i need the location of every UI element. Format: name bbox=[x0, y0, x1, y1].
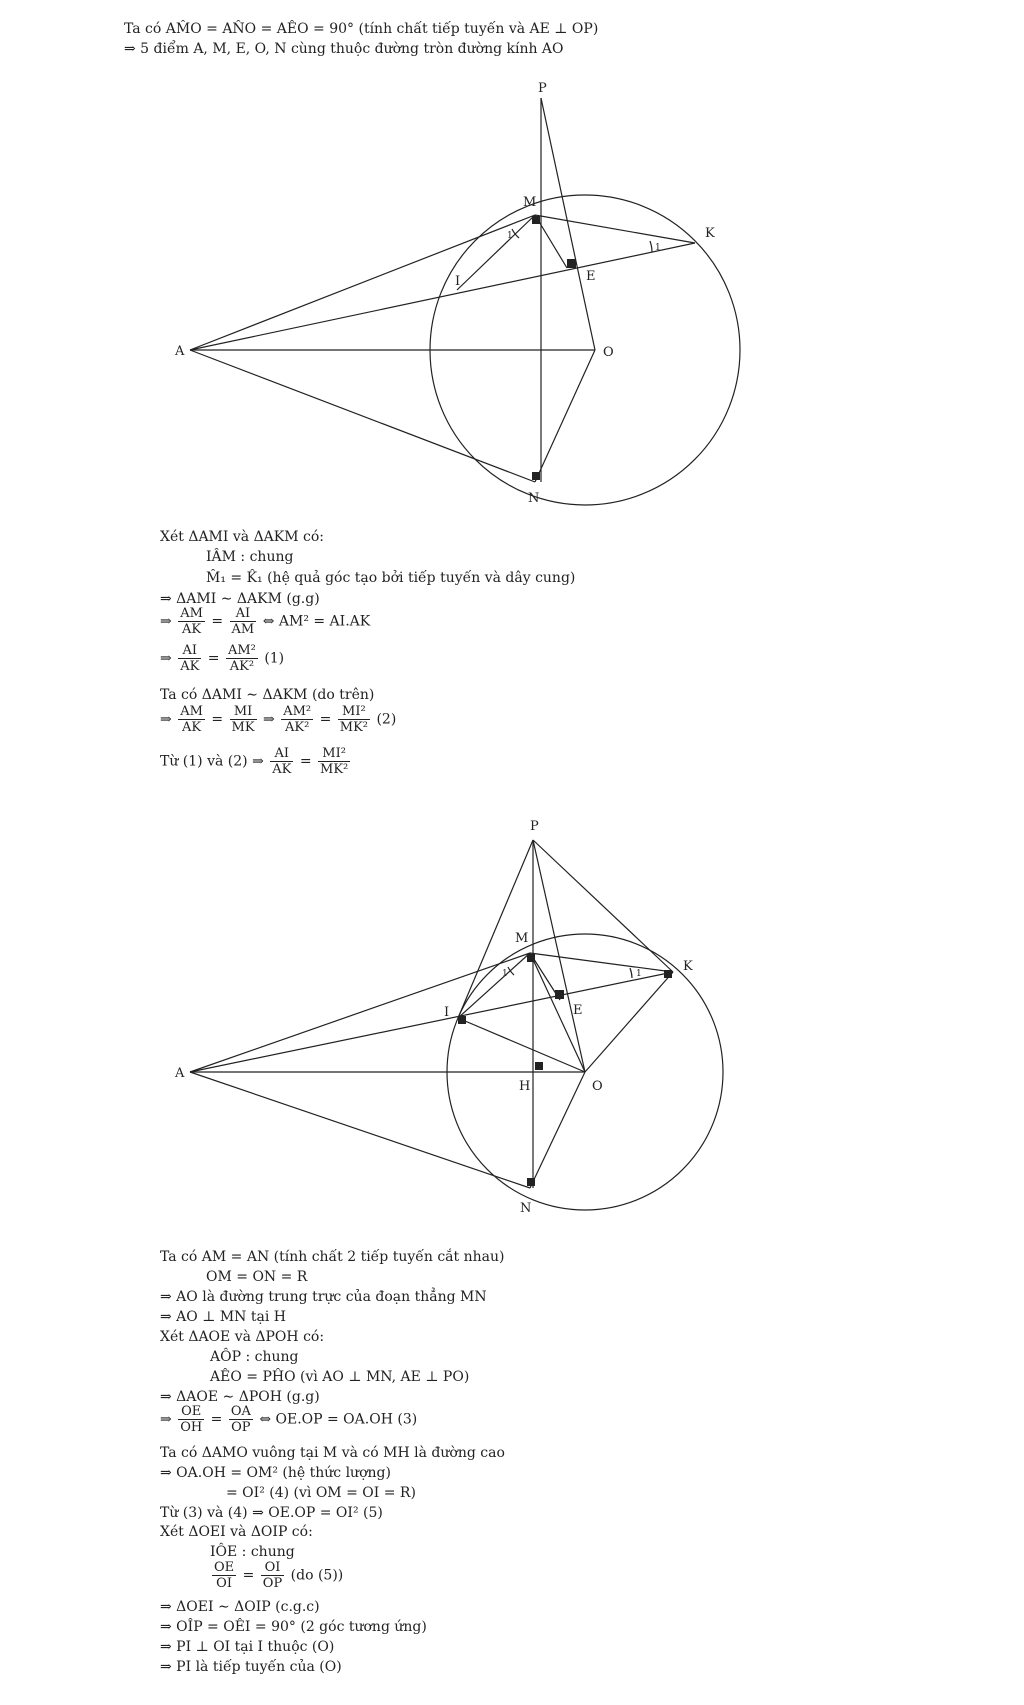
fig1-line-AM bbox=[190, 215, 535, 350]
p2-line-15: IÔE : chung bbox=[210, 1544, 295, 1560]
fig2-label-I: I bbox=[444, 1005, 450, 1020]
fig2-right-angle-M bbox=[527, 954, 535, 962]
fig2-line-NO bbox=[530, 1072, 585, 1188]
p1-line-5: ⇒ $\frac{AM}{AK}$ = $\frac{AI}{AM}$ ⇔ AM² = AI.AK bbox=[160, 606, 371, 637]
figure-1 bbox=[0, 0, 1024, 506]
fig2-right-angle-I bbox=[458, 1016, 466, 1024]
fig2-label-P: P bbox=[530, 819, 539, 834]
fig2-line-AN bbox=[190, 1072, 530, 1188]
p2-line-17: ⇒ ΔOEI ∼ ΔOIP (c.g.c) bbox=[160, 1599, 320, 1615]
fig1-label-E: E bbox=[586, 269, 596, 284]
p2-line-16: $\frac{OE}{OI}$ = $\frac{OI}{OP}$ (do (5)) bbox=[214, 1560, 344, 1591]
fig2-label-A: A bbox=[175, 1066, 185, 1081]
fig1-label-P: P bbox=[538, 81, 547, 96]
p1-line-8: ⇒ $\frac{AM}{AK}$ = $\frac{MI}{MK}$ ⇒ $\frac{\text{AM²}}{\text{AK²}}$ = $\frac{\text{MI²}}{\text{MK²}}$ (2) bbox=[160, 704, 397, 735]
fig1-line-NO bbox=[535, 350, 595, 482]
frac-AI-AK: $\frac{AI}{AK}$ bbox=[180, 643, 200, 674]
fig2-label-O: O bbox=[592, 1079, 603, 1094]
fig2-line-PO bbox=[533, 840, 585, 1072]
fig2-line-MI bbox=[458, 953, 530, 1018]
figure-2 bbox=[0, 800, 1024, 1240]
fig2-line-MK bbox=[530, 953, 673, 972]
p2-line-1: Ta có AM = AN (tính chất 2 tiếp tuyến cắt nhau) bbox=[160, 1249, 505, 1265]
p2-line-19: ⇒ PI ⊥ OI tại I thuộc (O) bbox=[160, 1639, 335, 1655]
p1-line-9: Từ (1) và (2) ⇒ $\frac{AI}{AK}$ = $\frac{\text{MI²}}{\text{MK²}}$ bbox=[160, 746, 349, 777]
fig1-angle-K1 bbox=[650, 241, 652, 252]
fig2-angle-K1 bbox=[630, 968, 632, 978]
fig1-line-AK bbox=[190, 243, 695, 350]
p1-line-7: Ta có ΔAMI ∼ ΔAKM (do trên) bbox=[160, 687, 375, 703]
p2-line-14: Xét ΔOEI và ΔOIP có: bbox=[160, 1524, 313, 1540]
intro-line-1: Ta có AM̂O = AN̂O = AÊO = 90° (tính chất tiếp tuyến và AE ⊥ OP) bbox=[124, 21, 599, 37]
frac-AM2-AK2: $\frac{\text{AM²}}{\text{AK²}}$ bbox=[227, 643, 256, 674]
fig2-label-N: N bbox=[520, 1201, 532, 1216]
p2-line-11: ⇒ OA.OH = OM² (hệ thức lượng) bbox=[160, 1465, 391, 1481]
fig2-label-M: M bbox=[515, 931, 529, 946]
fig2-line-IO bbox=[458, 1018, 585, 1072]
fig2-label-one-M: 1 bbox=[502, 969, 508, 979]
fig2-line-PI bbox=[458, 840, 533, 1018]
fig1-label-A: A bbox=[175, 344, 185, 359]
fig1-label-one-M: 1 bbox=[507, 231, 513, 241]
fig1-label-one-K: 1 bbox=[655, 243, 661, 253]
fig1-label-O: O bbox=[603, 345, 614, 360]
p2-line-10: Ta có ΔAMO vuông tại M và có MH là đường cao bbox=[160, 1445, 505, 1461]
p2-line-13: Từ (3) và (4) ⇒ OE.OP = OI² (5) bbox=[160, 1505, 383, 1521]
fig2-label-H: H bbox=[519, 1079, 531, 1094]
fig2-label-one-K: 1 bbox=[636, 969, 642, 979]
fig1-label-N: N bbox=[528, 491, 540, 506]
intro-line-2: ⇒ 5 điểm A, M, E, O, N cùng thuộc đường tròn đường kính AO bbox=[124, 41, 564, 57]
fig1-label-M: M bbox=[523, 195, 537, 210]
p1-line-6: ⇒ $\frac{AI}{AK}$ = $\frac{\text{AM²}}{\text{AK²}}$ (1) bbox=[160, 643, 285, 674]
fig1-right-angle-N bbox=[532, 472, 540, 480]
p1-line-3: M̂₁ = K̂₁ (hệ quả góc tạo bởi tiếp tuyến và dây cung) bbox=[206, 570, 576, 586]
frac-AI-AM: $\frac{AI}{AM}$ bbox=[231, 606, 255, 637]
frac-AM-AK: $\frac{AM}{AK}$ bbox=[180, 606, 203, 637]
p2-line-20: ⇒ PI là tiếp tuyến của (O) bbox=[160, 1659, 342, 1675]
p2-line-4: ⇒ AO ⊥ MN tại H bbox=[160, 1309, 286, 1325]
p1-line-1: Xét ΔAMI và ΔAKM có: bbox=[160, 529, 325, 545]
p2-line-6: AÔP : chung bbox=[210, 1349, 299, 1365]
fig1-line-AN bbox=[190, 350, 535, 482]
fig1-label-I: I bbox=[455, 274, 461, 289]
fig1-right-angle-E bbox=[567, 259, 576, 268]
p2-line-18: ⇒ OÎP = OÊI = 90° (2 góc tương ứng) bbox=[160, 1619, 427, 1635]
fig1-line-MK bbox=[535, 215, 695, 243]
p2-line-3: ⇒ AO là đường trung trực của đoạn thẳng MN bbox=[160, 1289, 487, 1305]
fig2-line-PK bbox=[533, 840, 673, 972]
p2-line-8: ⇒ ΔAOE ∼ ΔPOH (g.g) bbox=[160, 1389, 320, 1405]
p2-line-12: = OI² (4) (vì OM = OI = R) bbox=[226, 1485, 416, 1501]
fig1-line-MI bbox=[457, 215, 535, 290]
p2-line-2: OM = ON = R bbox=[206, 1269, 308, 1285]
fig1-right-angle-M bbox=[532, 216, 540, 224]
fig2-right-angle-K bbox=[664, 970, 672, 978]
fig2-right-angle-E bbox=[555, 990, 564, 999]
p1-line-4: ⇒ ΔAMI ∼ ΔAKM (g.g) bbox=[160, 591, 320, 607]
fig2-label-K: K bbox=[683, 959, 693, 974]
p2-line-5: Xét ΔAOE và ΔPOH có: bbox=[160, 1329, 325, 1345]
fig2-label-E: E bbox=[573, 1003, 583, 1018]
p2-line-7: AÊO = PĤO (vì AO ⊥ MN, AE ⊥ PO) bbox=[210, 1369, 470, 1385]
fig1-label-K: K bbox=[705, 226, 715, 241]
fig2-right-angle-H bbox=[535, 1062, 543, 1070]
p2-line-9: ⇒ $\frac{OE}{OH}$ = $\frac{OA}{OP}$ ⇔ OE.OP = OA.OH (3) bbox=[160, 1404, 418, 1435]
fig2-right-angle-N bbox=[527, 1178, 535, 1186]
p1-line-2: IÂM : chung bbox=[206, 549, 294, 565]
